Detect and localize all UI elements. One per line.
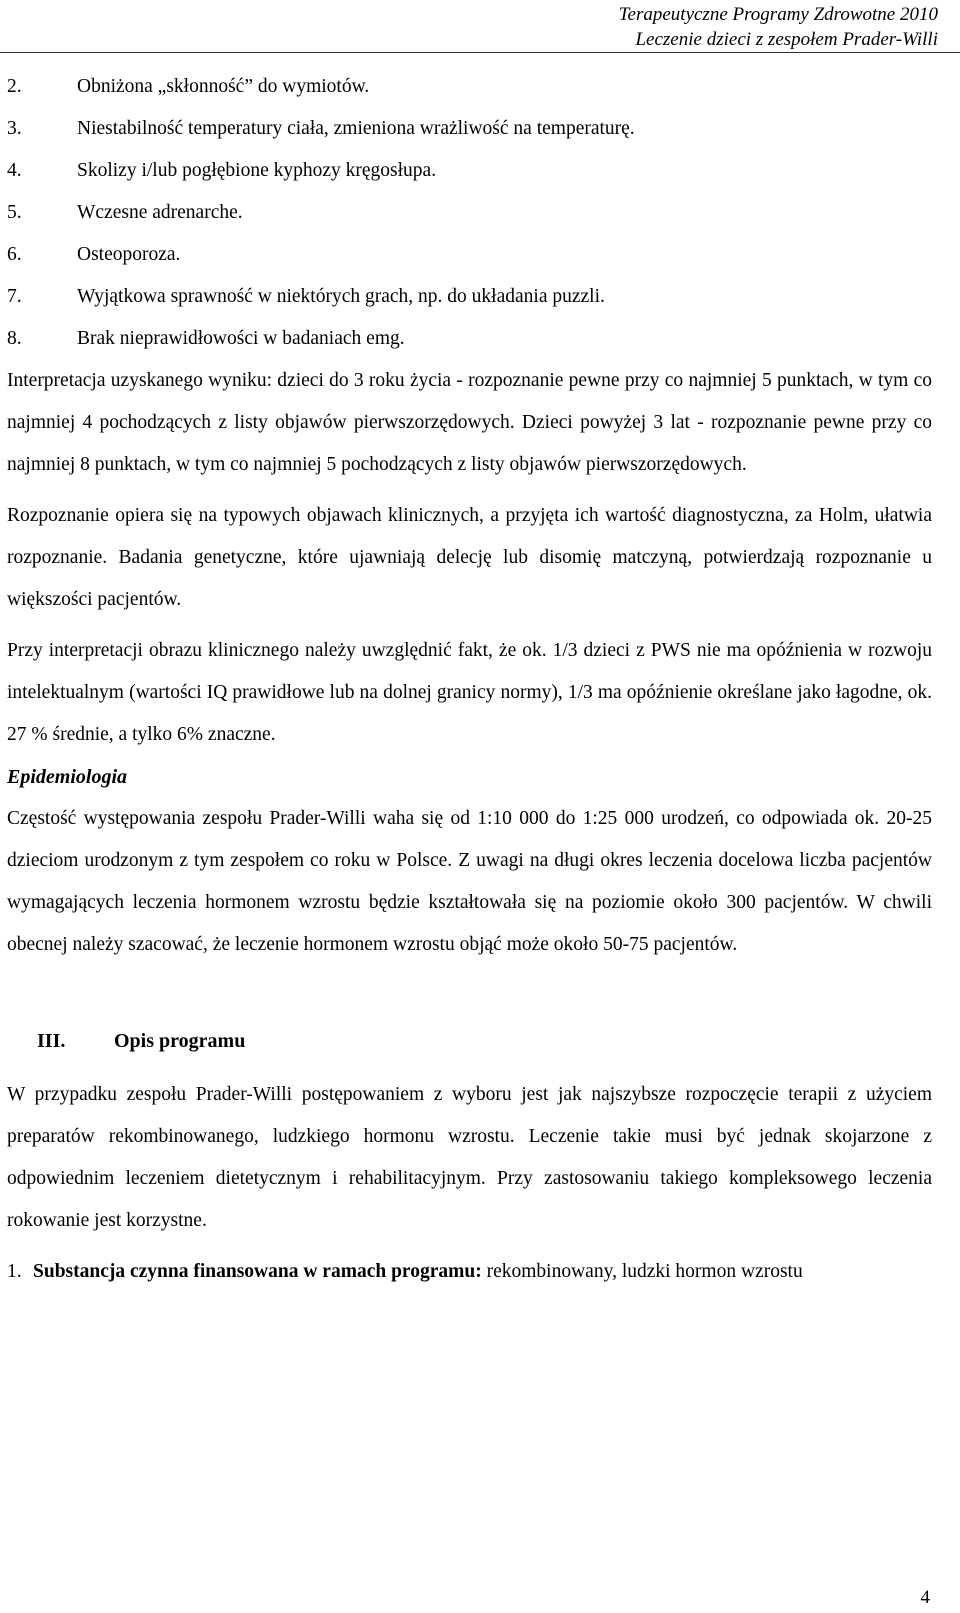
page-number: 4: [920, 1587, 930, 1608]
document-body: [7, 66, 932, 1293]
list-item: 7. Wyjątkowa sprawność w niektórych grach, np. do układania puzzli.: [7, 286, 605, 307]
substance-item: [7, 1251, 932, 1293]
list-item: 6. Osteoporoza.: [7, 244, 181, 265]
epidemiology-paragraph: Częstość występowania zespołu Prader-Willi waha się od 1:10 000 do 1:25 000 urodzeń, co odpowiada ok. 20-25 dzieciom urodzonym z tym zespołem co roku w Polsce. Z uwagi na długi okres leczenia docelowa liczba pacjentów wymagających leczenia hormonem wzrostu będzie kształtowała się na poziomie około 300 pacjentów. W chwili obecnej należy szacować, że leczenie hormonem wzrostu objąć może około 50-75 pacjentów.: [7, 808, 932, 955]
header-document-title: Leczenie dzieci z zespołem Prader-Willi: [635, 29, 938, 50]
header-program-title: Terapeutyczne Programy Zdrowotne 2010: [618, 4, 938, 25]
section-heading: [7, 1020, 932, 1062]
symptom-list: [7, 66, 932, 360]
diagnosis-paragraph: Rozpoznanie opiera się na typowych objawach klinicznych, a przyjęta ich wartość diagnostyczna, za Holm, ułatwia rozpoznanie. Badania genetyczne, które ujawniają delecję lub disomię matczyną, potwierdzają rozpoznanie u większości pacjentów.: [7, 505, 932, 610]
epidemiology-heading: Epidemiologia: [7, 766, 127, 788]
header-divider: [0, 52, 960, 53]
list-item: 8. Brak nieprawidłowości w badaniach emg.: [7, 328, 405, 349]
substance-label: Substancja czynna finansowana w ramach programu:: [33, 1261, 482, 1282]
substance-text: rekombinowany, ludzki hormon wzrostu: [481, 1261, 803, 1282]
list-item: 5. Wczesne adrenarche.: [7, 202, 243, 223]
list-item: 4. Skolizy i/lub pogłębione kyphozy kręgosłupa.: [7, 160, 437, 181]
interpretation-paragraph: Interpretacja uzyskanego wyniku: dzieci do 3 roku życia - rozpoznanie pewne przy co najmniej 5 punktach, w tym co najmniej 4 pochodzących z listy objawów pierwszorzędowych. Dzieci powyżej 3 lat - rozpoznanie pewne przy co najmniej 8 punktach, w tym co najmniej 5 pochodzących z listy objawów pierwszorzędowych.: [7, 370, 932, 475]
substance-number: 1.: [7, 1261, 22, 1282]
section-title: Opis programu: [114, 1030, 246, 1052]
list-item: 2. Obniżona „skłonność” do wymiotów.: [7, 76, 370, 97]
page-header: [619, 2, 938, 52]
clinical-paragraph: Przy interpretacji obrazu klinicznego należy uwzględnić fakt, że ok. 1/3 dzieci z PWS nie ma opóźnienia w rozwoju intelektualnym (wartości IQ prawidłowe lub na dolnej granicy normy), 1/3 ma opóźnienie określane jako łagodne, ok. 27 % średnie, a tylko 6% znaczne.: [7, 640, 932, 745]
list-item: 3. Niestabilność temperatury ciała, zmieniona wrażliwość na temperaturę.: [7, 118, 635, 139]
program-paragraph: W przypadku zespołu Prader-Willi postępowaniem z wyboru jest jak najszybsze rozpoczęcie terapii z użyciem preparatów rekombinowanego, ludzkiego hormonu wzrostu. Leczenie takie musi być jednak skojarzone z odpowiednim leczeniem dietetycznym i rehabilitacyjnym. Przy zastosowaniu takiego kompleksowego leczenia rokowanie jest korzystne.: [7, 1084, 932, 1231]
section-number: III.: [37, 1030, 66, 1052]
